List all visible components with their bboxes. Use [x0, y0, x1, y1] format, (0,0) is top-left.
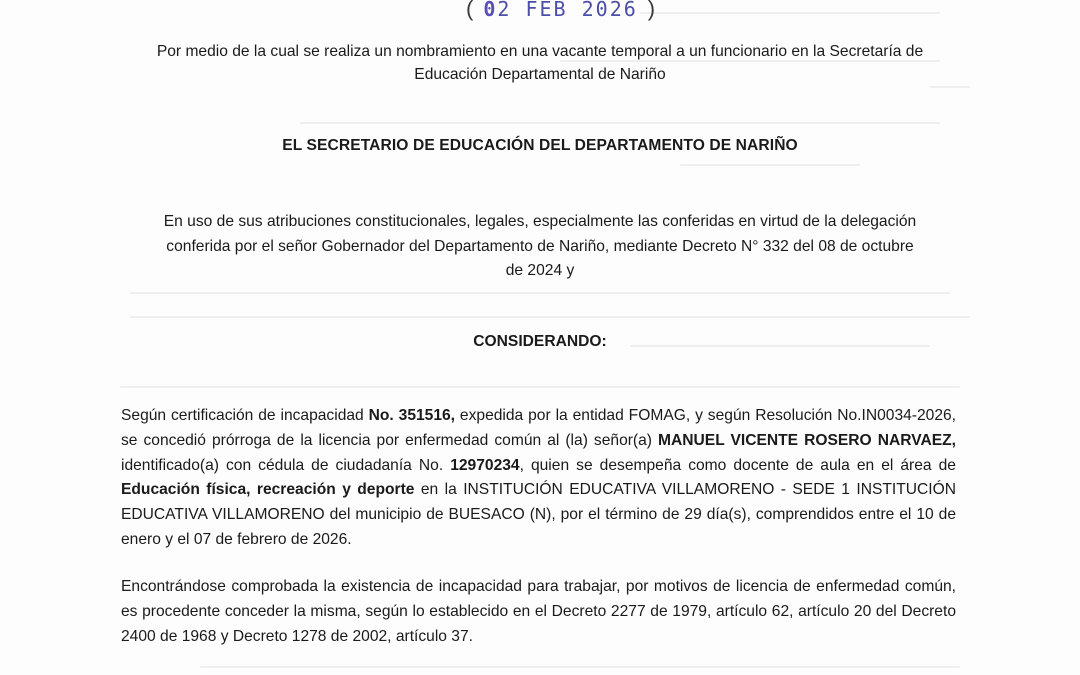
considerando-paragraph-1 — [121, 404, 956, 553]
resolution-subject — [110, 40, 970, 86]
preamble-line-3: de 2024 y — [505, 262, 575, 279]
p1-text-5: en la INSTITUCIÓN EDUCATIVA VILLAMORENO - SEDE 1 INSTITUCIÓN EDUCATIVA VILLAMORENO del municipio de BUESACO (N), por el término de 29 día(s), comprendidos entre el 10 de enero y el 07 de febrero de 2026. — [121, 481, 956, 548]
legal-basis-preamble — [120, 210, 960, 284]
subject-line-2: Educación Departamental de Nariño — [414, 66, 666, 83]
preamble-line-1: En uso de sus atribuciones constitucionales, legales, especialmente las conferidas en virtud de la delegación — [163, 213, 917, 230]
date-stamp — [466, 0, 655, 24]
bleed-through-mark — [120, 386, 960, 388]
id-number: 12970234 — [450, 456, 520, 474]
stamp-open-paren: ( — [466, 0, 474, 21]
official-name: MANUEL VICENTE ROSERO NARVAEZ, — [658, 431, 956, 449]
bleed-through-mark — [640, 12, 940, 14]
bleed-through-mark — [130, 316, 970, 318]
incapacity-certificate-number: No. 351516, — [368, 407, 456, 424]
stamp-date — [483, 0, 637, 21]
bleed-through-mark — [930, 86, 970, 88]
p1-text-2: expedida por la entidad FOMAG, y según Resolución No.IN0034-2026, se concedió prórroga de la licencia por enfermedad común al (la) señor(a) — [121, 407, 957, 449]
issuing-authority-heading: EL SECRETARIO DE EDUCACIÓN DEL DEPARTAMENTO DE NARIÑO — [282, 137, 798, 154]
preamble-line-2: conferida por el señor Gobernador del Departamento de Nariño, mediante Decreto N° 332 del 08 de octubre — [166, 237, 914, 255]
considerando-paragraph-2: Encontrándose comprobada la existencia de incapacidad para trabajar, por motivos de licencia de enfermedad común, es procedente conceder la misma, según lo establecido en el Decreto 2277 de 1979, artículo 62, artículo 20 del Decreto 2400 de 1968 y Decreto 1278 de 2002, artículo 37. — [121, 578, 956, 645]
stamp-date-day-prefix: 0 — [483, 0, 498, 21]
considerando-heading: CONSIDERANDO: — [473, 333, 607, 350]
p1-text-3: identificado(a) con cédula de ciudadanía No. — [121, 456, 451, 474]
subject-area: Educación física, recreación y deporte — [121, 481, 415, 499]
stamp-close-paren: ) — [647, 0, 656, 21]
bleed-through-mark — [300, 122, 940, 124]
stamp-date-rest: 2 FEB 2026 — [497, 0, 638, 21]
subject-line-1: Por medio de la cual se realiza un nombramiento en una vacante temporal a un funcionario en la Secretaría de — [156, 43, 924, 60]
p1-text-1: Según certificación de incapacidad — [121, 407, 369, 424]
bleed-through-mark — [200, 666, 960, 668]
bleed-through-mark — [680, 164, 860, 166]
p1-text-4: , quien se desempeña como docente de aula en el área de — [519, 456, 956, 474]
bleed-through-mark — [130, 292, 950, 294]
